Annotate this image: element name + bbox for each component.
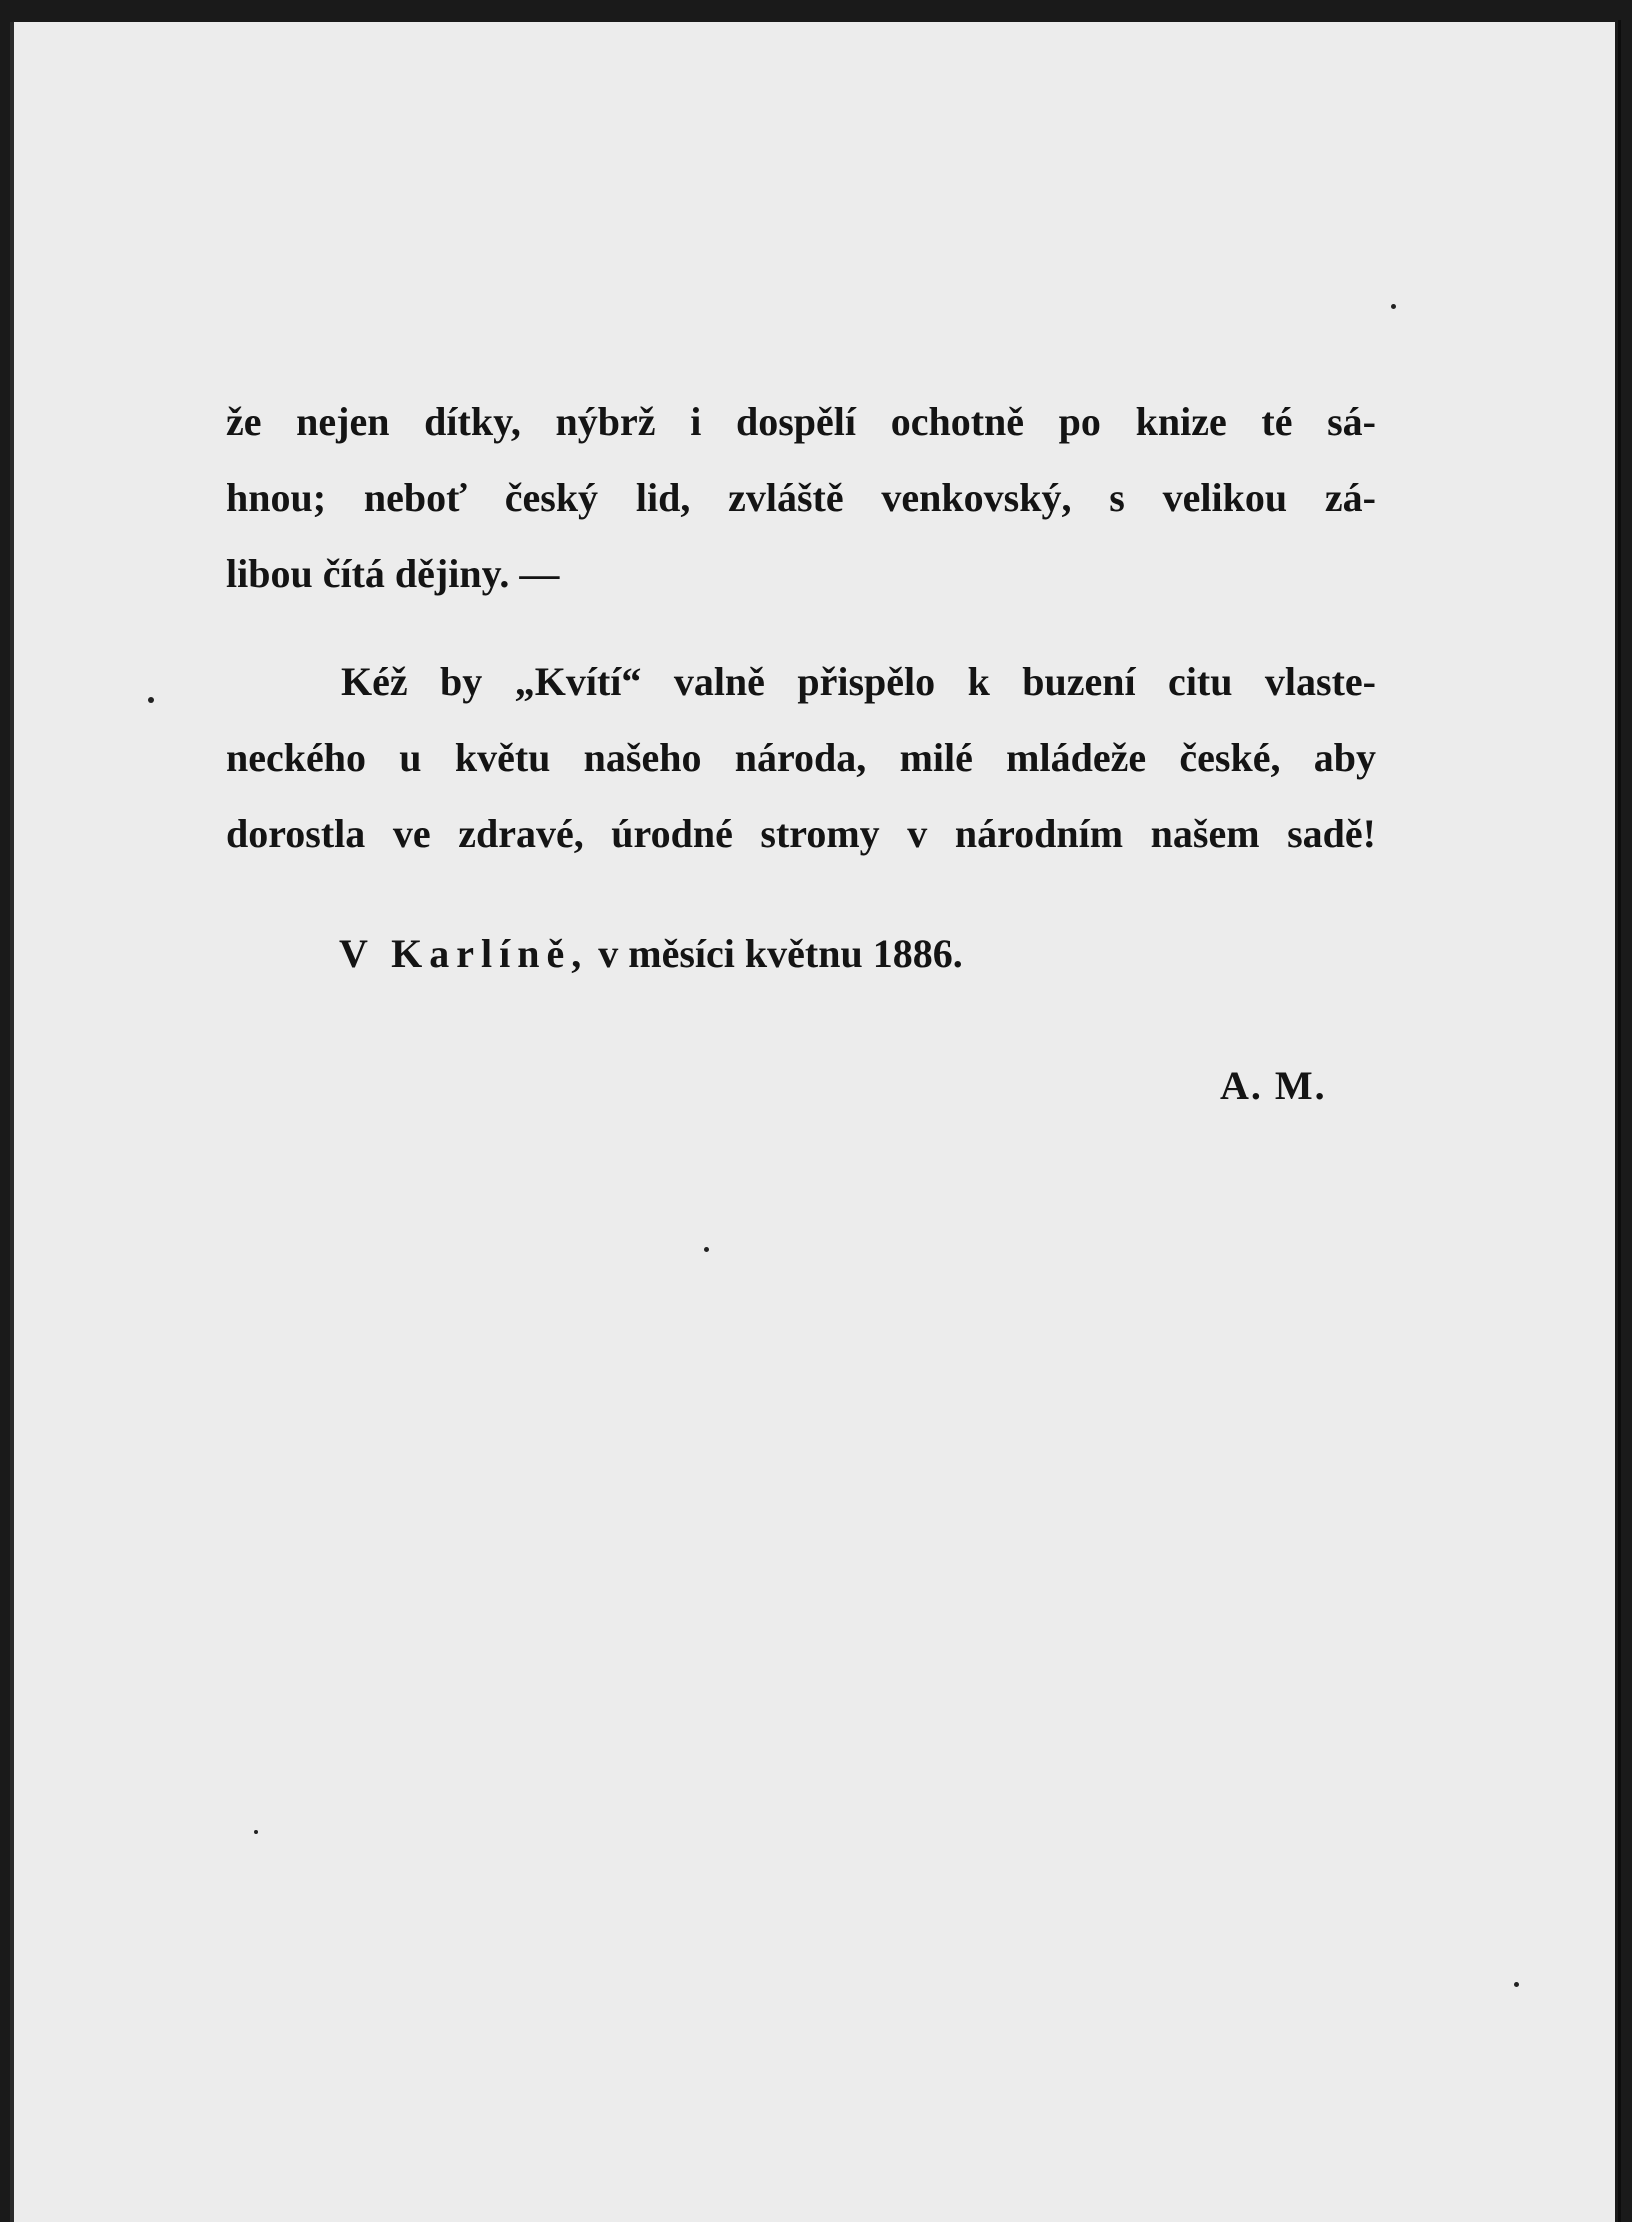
- page-edge-line: [1618, 20, 1621, 2222]
- paragraph-2-line: neckého u květu našeho národa, milé mládeže české, aby: [226, 735, 1376, 780]
- ink-speck: [254, 1830, 258, 1834]
- book-page: [10, 22, 1615, 2222]
- ink-speck: [1391, 304, 1396, 309]
- ink-speck: [704, 1247, 709, 1252]
- paragraph-2-line: Kéž by „Kvítí“ valně přispělo k buzení citu vlaste-: [341, 659, 1376, 704]
- paragraph-1-line: že nejen dítky, nýbrž i dospělí ochotně po knize té sá-: [226, 399, 1376, 444]
- paragraph-1-line: libou čítá dějiny. —: [226, 551, 560, 596]
- date-text: v měsíci květnu 1886.: [598, 931, 963, 976]
- place-and-date: [339, 930, 963, 977]
- author-signature: A. M.: [1220, 1063, 1327, 1108]
- ink-speck: [148, 697, 154, 703]
- paragraph-2-line: dorostla ve zdravé, úrodné stromy v národním našem sadě!: [226, 811, 1376, 856]
- paragraph-2: [226, 644, 1376, 872]
- paragraph-1: [226, 384, 1376, 612]
- place-name: V Karlíně,: [339, 931, 589, 976]
- ink-speck: [1514, 1982, 1519, 1987]
- paragraph-1-line: hnou; neboť český lid, zvláště venkovský, s velikou zá-: [226, 475, 1376, 520]
